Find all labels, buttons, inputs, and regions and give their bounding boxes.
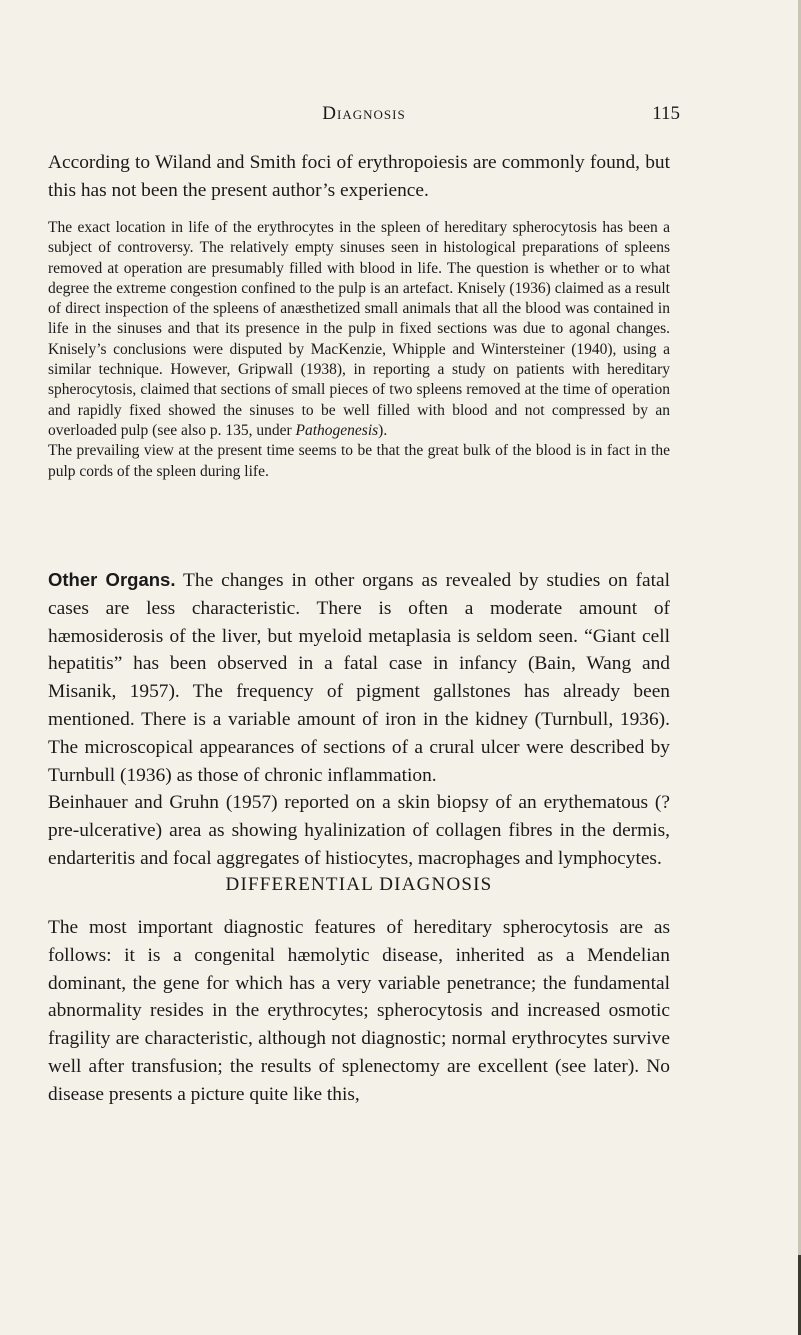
spleen-note-paragraph-2: The prevailing view at the present time seems to be that the great bulk of the blood is in fact in the pulp cords of the spleen during life. bbox=[48, 442, 670, 480]
other-organs-block bbox=[48, 566, 670, 873]
other-organs-paragraph-2: Beinhauer and Gruhn (1957) reported on a skin biopsy of an erythematous (? pre-ulcerative) area as showing hyalinization of collagen fibres in the dermis, endarteritis and focal aggregates of histiocytes, macrophages and lymphocytes. bbox=[48, 792, 670, 869]
running-head bbox=[48, 103, 680, 131]
spleen-note-text: The exact location in life of the erythrocytes in the spleen of hereditary spherocytosis has been a subject of controversy. The relatively empty sinuses seen in histological preparations of spleens removed at operation are presumably filled with blood in life. The question is whether or to what degree the extreme congestion confined to the pulp is an artefact. Knisely (1936) claimed as a result of direct inspection of the spleens of anæsthetized small animals that all the blood was contained in life in the sinuses and that its presence in the pulp in fixed sections was due to agonal changes. Knisely’s conclusions were disputed by MacKenzie, Whipple and Wintersteiner (1940), using a similar technique. However, Gripwall (1938), in reporting a study on patients with hereditary spherocytosis, claimed that sections of small pieces of two spleens removed at the time of operation and rapidly fixed showed the sinuses to be well filled with blood and not compressed by an overloaded pulp (see also p. 135, under bbox=[48, 219, 670, 439]
running-title: Diagnosis bbox=[322, 103, 406, 124]
differential-diagnosis-heading: DIFFERENTIAL DIAGNOSIS bbox=[225, 874, 493, 895]
spleen-note-block bbox=[48, 218, 670, 482]
pathogenesis-reference: Pathogenesis bbox=[295, 421, 379, 439]
other-organs-paragraph-1 bbox=[48, 566, 670, 789]
differential-paragraph: The most important diagnostic features of hereditary spherocytosis are as follows: it is a congenital hæmolytic disease, inherited as a Mendelian dominant, the gene for which has a very variable penetrance; the fundamental abnormality resides in the erythrocytes; spherocytosis and increased osmotic fragility are characteristic, although not diagnostic; normal erythrocytes survive well after transfusion; the results of splenectomy are excellent (see later). No disease presents a picture quite like this, bbox=[48, 917, 670, 1105]
other-organs-text: The changes in other organs as revealed by studies on fatal cases are less characteristic. There is often a moderate amount of hæmosiderosis of the liver, but myeloid metaplasia is seldom seen. “Giant cell hepatitis” has been observed in a fatal case in infancy (Bain, Wang and Misanik, 1957). The frequency of pigment gallstones has already been mentioned. There is a variable amount of iron in the kidney (Turnbull, 1936). The microscopical appearances of sections of a crural ulcer were described by Turnbull (1936) as those of chronic inflammation. bbox=[48, 570, 671, 786]
spleen-note-end: ). bbox=[378, 421, 388, 439]
differential-block bbox=[48, 914, 670, 1109]
intro-paragraph: According to Wiland and Smith foci of erythropoiesis are commonly found, but this has not been the present author’s experience. bbox=[48, 152, 670, 201]
intro-paragraph-block bbox=[48, 149, 670, 205]
page-number: 115 bbox=[652, 103, 680, 124]
spleen-note-paragraph-1 bbox=[48, 218, 670, 441]
other-organs-heading: Other Organs. bbox=[48, 569, 176, 590]
